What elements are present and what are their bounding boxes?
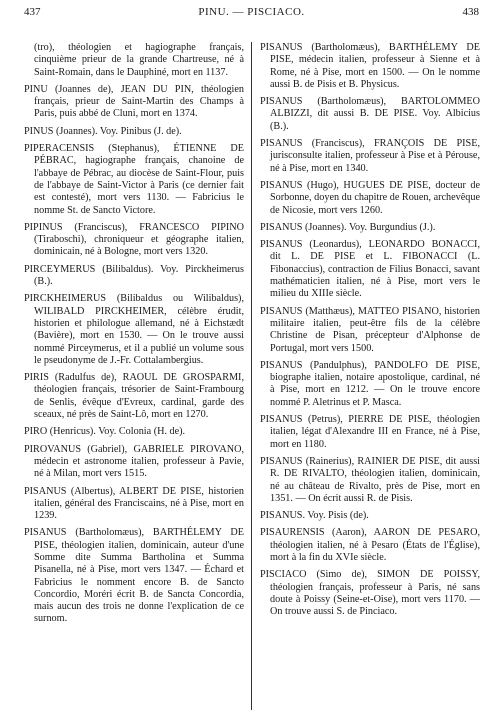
- dictionary-entry: PIRCEYMERUS (Bilibaldus). Voy. Pirckheimerus (B.).: [24, 263, 244, 288]
- dictionary-entry: PIRO (Henricus). Voy. Colonia (H. de).: [24, 426, 186, 438]
- dictionary-entry: PISANUS (Pandulphus), PANDOLFO DE PISE, biographe italien, notaire apostolique, cardinal, né à Pise, mort en 1212. — On le trouve encore nommé P. Aletrinus et P. Masca.: [260, 359, 480, 408]
- dictionary-entry: PISANUS. Voy. Pisis (de).: [260, 510, 369, 522]
- dictionary-entry: PISANUS (Bartholomæus), BARTHÉLEMY DE PISE, théologien italien, dominicain, auteur d'une Somme dite Summa Bartholina et Summa Pisanella, né à Pise, mort vers 1347. — Échard et Fabricius le nomment encore B. de Sancto Concordio, Moréri écrit B. de Sancta Concordia, mais aucun des trois ne donne l'explication de ce surnom.: [24, 527, 244, 625]
- page-number-left: 437: [24, 6, 41, 18]
- dictionary-entry: PISANUS (Matthæus), MATTEO PISANO, historien militaire italien, peut-être fils de la célèbre Christine de Pisan, précepteur d'Alphonse de Portugal, mort vers 1500.: [260, 305, 480, 354]
- dictionary-entry: PISANUS (Bartholomæus), BARTOLOMMEO ALBIZZI, dit aussi B. DE PISE. Voy. Albicius (B.).: [260, 96, 480, 132]
- dictionary-entry: PIPERACENSIS (Stephanus), ÉTIENNE DE PÉBRAC, hagiographe français, chanoine de l'abbaye de Pébrac, au diocèse de Saint-Flour, puis de l'abbaye de Saint-Victor à Paris (ce dernier fait est contesté), mort vers 1130. — Fabricius le nomme St. de Sancto Victore.: [24, 143, 244, 216]
- dictionary-entry: PISANUS (Hugo), HUGUES DE PISE, docteur de Sorbonne, doyen du chapitre de Rouen, archevêque de Nicosie, mort vers 1260.: [260, 179, 480, 216]
- column-divider: [251, 42, 252, 710]
- dictionary-entry: PISANUS (Albertus), ALBERT DE PISE, historien italien, général des Franciscains, né à Pise, mort en 1239.: [24, 485, 244, 522]
- dictionary-entry: PIROVANUS (Gabriel), GABRIELE PIROVANO, médecin et astronome italien, professeur à Pavie, né à Milan, mort vers 1515.: [24, 443, 244, 480]
- dictionary-entry: PISCIACO (Simo de), SIMON DE POISSY, théologien français, professeur à Paris, né sans doute à Poissy (Seine-et-Oise), mort vers 1170. — On trouve aussi S. de Pinciaco.: [260, 569, 480, 618]
- dictionary-entry: PISANUS (Franciscus), FRANÇOIS DE PISE, jurisconsulte italien, professeur à Pise et à Pérouse, né à Pise, mort en 1340.: [260, 138, 480, 174]
- page-header: [24, 6, 479, 24]
- dictionary-entry: PISANUS (Leonardus), LEONARDO BONACCI, dit L. DE PISE et L. FIBONACCI (L. Fibonaccius), contraction de Filius Bonacci, savant mathématicien italien, né à Pise, mort vers le milieu du XIIIe siècle.: [260, 239, 480, 300]
- dictionary-entry: PINUS (Joannes). Voy. Pinibus (J. de).: [24, 125, 182, 137]
- left-column: [24, 42, 244, 631]
- dictionary-entry: PISAURENSIS (Aaron), AARON DE PESARO, théologien italien, né à Pesaro (États de l'Église), mort à la fin du XVIe siècle.: [260, 527, 480, 563]
- dictionary-entry: PISANUS (Joannes). Voy. Burgundius (J.).: [260, 221, 436, 233]
- right-column: [260, 42, 480, 623]
- dictionary-entry: PIRCKHEIMERUS (Bilibaldus ou Wilibaldus), WILIBALD PIRCKHEIMER, célèbre érudit, historien et philologue allemand, né à Eichstædt (Bavière), mort en 1530. — On le trouve aussi nommé Pirceymerus, et il a publié un volume sous le pseudonyme de J.-Fr. Cottalambergius.: [24, 293, 244, 366]
- dictionary-entry: PINU (Joannes de), JEAN DU PIN, théologien français, prieur de Saint-Martin des Champs à Paris, puis abbé de Cluni, mort en 1374.: [24, 83, 244, 120]
- dictionary-entry: (tro), théologien et hagiographe français, cinquième prieur de la grande Chartreuse, né à Saint-Romain, dans le Dauphiné, mort en 1137.: [34, 42, 244, 78]
- running-head: PINU. — PISCIACO.: [198, 6, 305, 18]
- dictionary-entry: PISANUS (Petrus), PIERRE DE PISE, théologien italien, légat d'Alexandre III en France, né à Pise, mort en 1180.: [260, 414, 480, 450]
- dictionary-entry: PISANUS (Bartholomæus), BARTHÉLEMY DE PISE, médecin italien, professeur à Sienne et à Rome, né à Pise, mort en 1500. — On le nomme aussi B. de Pisis et B. Physicus.: [260, 42, 480, 90]
- page-number-right: 438: [462, 6, 479, 18]
- dictionary-entry: PISANUS (Rainerius), RAINIER DE PISE, dit aussi R. DE RIVALTO, théologien italien, dominicain, né au château de Rivalto, près de Pise, mort en 1351. — On écrit aussi R. de Pisis.: [260, 455, 480, 504]
- dictionary-entry: PIRIS (Radulfus de), RAOUL DE GROSPARMI, théologien français, trésorier de Saint-Frambourg de Senlis, évêque d'Evreux, cardinal, garde des sceaux, né près de Saint-Lô, mort en 1270.: [24, 372, 244, 421]
- dictionary-entry: PIPINUS (Franciscus), FRANCESCO PIPINO (Tiraboschi), chroniqueur et géographe italien, dominicain, né à Bologne, mort vers 1320.: [24, 221, 244, 258]
